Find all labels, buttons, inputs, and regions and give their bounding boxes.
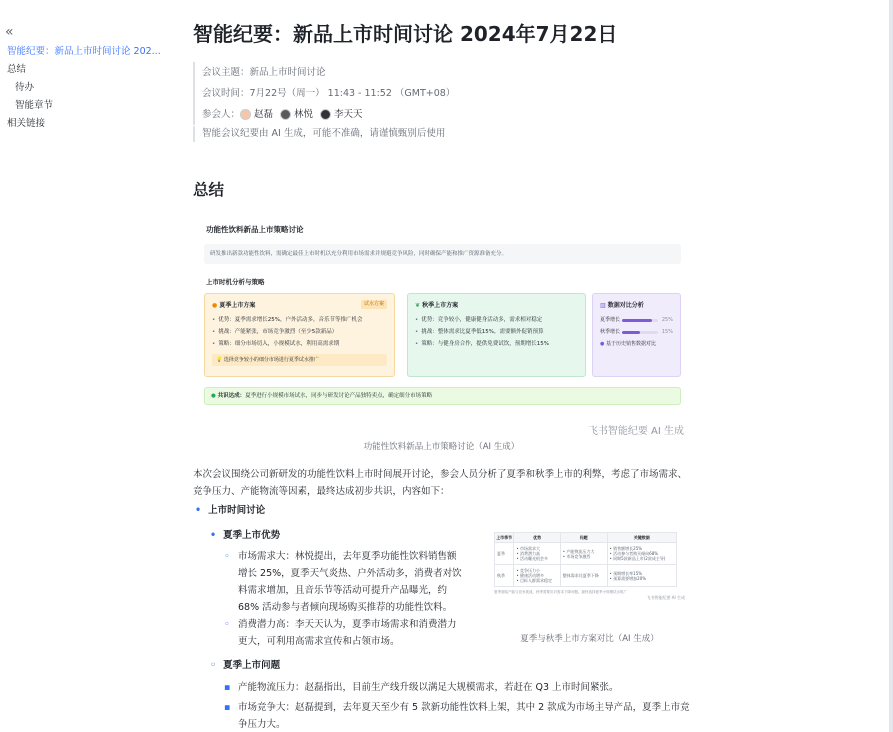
avatar xyxy=(240,109,251,120)
meeting-time: 会议时间：7月22号（周一） 11:43 - 11:52 （GMT+08） xyxy=(202,88,456,99)
list-item: • 挑战：产能紧张，市场竞争激烈（至少5款新品） xyxy=(212,326,387,338)
list-item: • 策略：与健身房合作，提供免费试饮，预期增长15% xyxy=(415,338,578,350)
toc-list xyxy=(0,45,170,135)
ai-generated-image[interactable] xyxy=(193,214,690,436)
participant-chip[interactable]: 赵磊 xyxy=(240,104,273,125)
ai-watermark: 飞书智能纪要 AI 生成 xyxy=(587,426,684,437)
chart-icon: ▥ xyxy=(600,302,606,309)
avatar xyxy=(280,109,291,120)
image-intro: 研发推出新款功能性饮料，需确定最佳上市时机以充分利用市场需求并规避竞争风险，同时确保产能和推广资源准备充分。 xyxy=(204,244,681,264)
list-item: ▪ 产能物流压力：赵磊指出，目前生产线升级以满足大规模需求，若赶在 Q3 上市时间紧张。 xyxy=(224,682,619,693)
summer-plan-card: ● 夏季上市方案 试水方案 • 优势：夏季需求增长25%，户外活动多，音乐节等推广机会 • 挑战：产能紧张，市场竞争激烈（至少5款新品） • 策略：细分市场切入，小规模试水，利用高需求期 💡 选择竞争较小的细分市场进行夏季试水推广 xyxy=(204,293,395,377)
comparison-table: 上市季节 优势 问题 关键数据 夏季 • 市场需求大 • 消费潜力高 • 活动曝光机会多 • 产能物流压力大 • 市场竞争激烈 • 销售额增长25% • 活动参与者购买倾向68% • 同期5款新品上市(2款成主导) 秋季 • 竞争压力小 • 健康活动增多 • 目标人群需求稳定 整体需求比夏季下降 • 预期增长率15% • 预算需要增加20% xyxy=(494,532,677,587)
growth-bar: 夏季增长 25% xyxy=(600,317,673,323)
summary-heading: 总结 xyxy=(193,181,225,199)
bulb-icon: 💡 xyxy=(216,357,223,363)
page-title: 智能纪要：新品上市时间讨论 2024年7月22日 xyxy=(193,22,618,46)
list-item: • 挑战：整体需求比夏季低15%，需要额外促销预算 xyxy=(415,326,578,338)
leaf-icon: ❦ xyxy=(415,302,421,309)
avatar xyxy=(320,109,331,120)
bar-fill xyxy=(622,319,652,322)
list-item: • 优势：竞争较小，健康健身活动多，需求相对稳定 xyxy=(415,314,578,326)
meeting-meta xyxy=(193,62,573,125)
table-row: 秋季 • 竞争压力小 • 健康活动增多 • 目标人群需求稳定 整体需求比夏季下降 • 预期增长率15% • 预算需要增加20% xyxy=(495,565,677,587)
list-item: ◦ 市场需求大：林悦提出，去年夏季功能性饮料销售额增长 25%，夏季天气炎热、户外活动多，消费者对饮料需求增加，且音乐节等活动可提升产品曝光，约 68% 活动参与者倾向现场购买推荐的功能性饮料。 xyxy=(224,551,462,613)
participant-chip[interactable]: 林悦 xyxy=(280,104,313,125)
ai-watermark: 飞书智能纪要 AI 生成 xyxy=(646,595,685,600)
info-icon: ● xyxy=(600,341,605,347)
meeting-topic: 会议主题：新品上市时间讨论 xyxy=(202,67,326,78)
sun-icon: ● xyxy=(212,302,218,309)
tip-box: 💡 选择竞争较小的细分市场进行夏季试水推广 xyxy=(212,354,387,366)
image-heading: 功能性饮料新品上市策略讨论 xyxy=(206,225,304,234)
bullet-subheading: ◦ 夏季上市问题 xyxy=(208,658,280,674)
summary-paragraph: 本次会议围绕公司新研发的功能性饮料上市时间展开讨论，参会人员分析了夏季和秋季上市的利弊，考虑了市场需求、竞争压力、产能物流等因素，最终达成初步共识，内容如下： xyxy=(193,469,688,497)
participants-row xyxy=(202,104,573,125)
consensus-box: ● 共识达成：夏季进行小规模市场试水，同步与研发讨论产品独特卖点，确定细分市场策略 xyxy=(204,387,681,405)
bar-fill xyxy=(622,331,640,334)
toc-item[interactable]: 待办 xyxy=(15,82,35,93)
collapse-sidebar-icon[interactable]: « xyxy=(5,24,14,40)
ai-disclaimer: 智能会议纪要由 AI 生成，可能不准确，请谨慎甄别后使用 xyxy=(193,126,445,142)
image-caption: 功能性饮料新品上市策略讨论（AI 生成） xyxy=(363,442,520,452)
list-item: ◦ 消费潜力高：李天天认为，夏季市场需求和消费潜力更大，可利用高需求宣传和占领市场。 xyxy=(224,619,457,647)
participant-chip[interactable]: 李天天 xyxy=(320,104,363,125)
bullet-heading: • 上市时间讨论 xyxy=(193,503,265,519)
bullet-subheading: • 夏季上市优势 xyxy=(208,528,280,544)
autumn-plan-card: ❦ 秋季上市方案 • 优势：竞争较小，健康健身活动多，需求相对稳定 • 挑战：整体需求比夏季低15%，需要额外促销预算 • 策略：与健身房合作，提供免费试饮，预期增长15% xyxy=(407,293,586,377)
image-section-title: 上市时机分析与策略 xyxy=(206,278,265,286)
toc-item[interactable]: 相关链接 xyxy=(7,118,46,129)
right-scrollbar[interactable] xyxy=(889,0,893,732)
list-item: ▪ 市场竞争大：赵磊提到，去年夏天至少有 5 款新功能性饮料上架，其中 2 款成为市场主导产品，夏季上市竞争压力大。 xyxy=(224,702,690,730)
table-row: 夏季 • 市场需求大 • 消费潜力高 • 活动曝光机会多 • 产能物流压力大 • 市场竞争激烈 • 销售额增长25% • 活动参与者购买倾向68% • 同期5款新品上市(2款成主导) xyxy=(495,543,677,565)
plan-tag: 试水方案 xyxy=(361,300,387,309)
list-item: • 策略：细分市场切入，小规模试水，利用高需求期 xyxy=(212,338,387,350)
growth-bar: 秋季增长 15% xyxy=(600,329,673,335)
data-compare-card: ▥ 数据对比分析 夏季增长 25% 秋季增长 15% ● 基于历史销售数据对比 xyxy=(592,293,681,377)
toc-item[interactable]: 总结 xyxy=(7,64,27,75)
image-caption: 夏季与秋季上市方案对比（AI 生成） xyxy=(520,634,659,644)
comparison-table-image[interactable] xyxy=(492,532,687,627)
list-item: • 优势：夏季需求增长25%，户外活动多，音乐节等推广机会 xyxy=(212,314,387,326)
participants-label: 参会人： xyxy=(202,109,241,120)
toc-item[interactable]: 智能纪要：新品上市时间讨论 202... xyxy=(7,46,161,57)
table-note: 夏季面临产能与竞争挑战，秋季需要应对需求下降问题。最终选择夏季小规模试水推广 xyxy=(494,590,627,594)
toc-item[interactable]: 智能章节 xyxy=(15,100,54,111)
check-icon: ● xyxy=(211,393,216,399)
